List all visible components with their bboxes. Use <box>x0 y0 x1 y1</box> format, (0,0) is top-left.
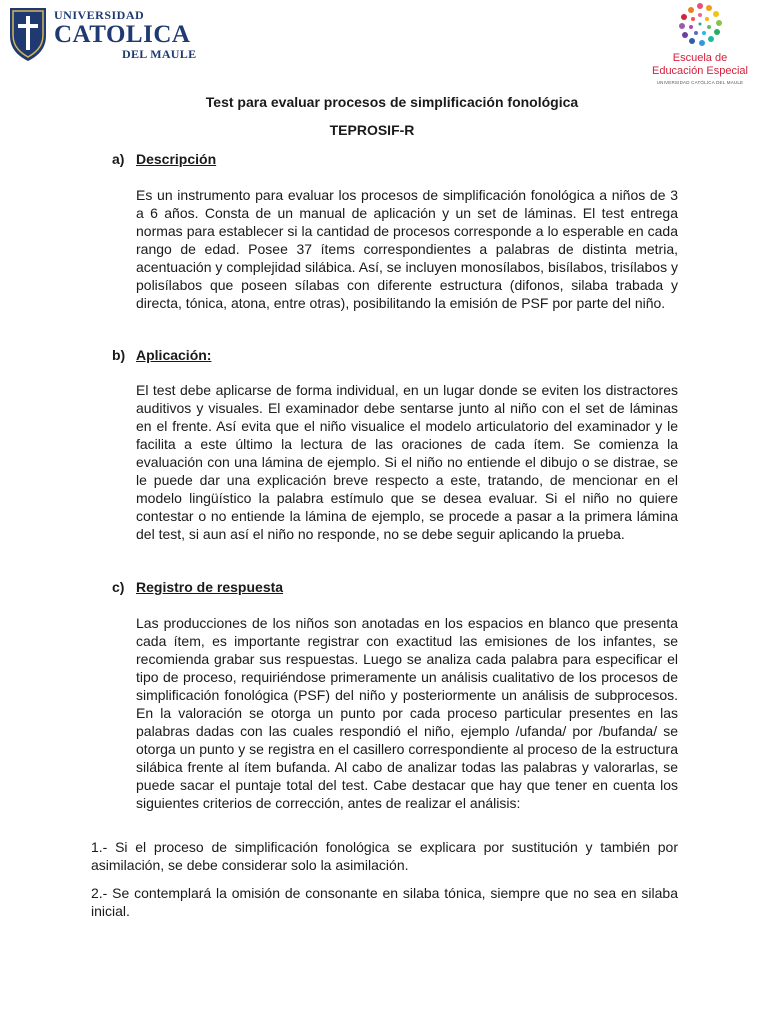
universidad-catolica-logo <box>8 6 218 64</box>
section-label: a) <box>112 151 125 167</box>
document-subtitle: TEPROSIF-R <box>329 122 415 138</box>
criterion-item-1: 1.- Si el proceso de simplificación fonológica se explicara por sustitución y también por asimilación, se debe considerar solo la asimilación. <box>91 839 678 873</box>
shield-cross-icon <box>8 6 48 62</box>
section-title: Aplicación: <box>136 347 212 363</box>
section-paragraph-registro: Las producciones de los niños son anotadas en los espacios en blanco que presenta cada ítem, es importante registrar con exactitud las emisiones de los infantes, se recomienda grabar sus respuestas. Luego se analiza cada palabra para especificar el tipo de proceso, requiriéndose primeramente un análisis cualitativo de los procesos de simplificación fonológica (PSF) del niño y posteriormente un análisis de subprocesos. En la valoración se otorga un punto por cada proceso particular presentes en las palabras dadas con las cuales respondió el niño, ejemplo /ufanda/ por /bufanda/ se otorga un punto y se registra en el casillero correspondiente al proceso de la estructura silábica frente al ítem bufanda. Al cabo de analizar todas las palabras y valorarlas, se puede sacar el puntaje total del test. Cabe destacar que hay que tener en cuenta los siguientes criterios de corrección, antes de realizar el análisis: <box>136 615 678 811</box>
logo-line-del-maule: DEL MAULE <box>122 47 197 61</box>
section-paragraph-descripcion: Es un instrumento para evaluar los procesos de simplificación fonológica a niños de 3 a 6 años. Consta de un manual de aplicación y un set de láminas. El test entrega normas para establecer si la cantidad de procesos corresponde a lo esperable en cada rango de edad. Posee 37 ítems correspondientes a palabras de distinta metria, acentuación y complejidad silábica. Así, se incluyen monosílabos, bisílabos, trisílabos y polisílabos que poseen sílabas con diferente estructura (difonos, silaba trabada y directa, tónica, atona, entre otras), posibilitando la emisión de PSF por parte del niño. <box>136 187 678 311</box>
section-paragraph-aplicacion: El test debe aplicarse de forma individual, en un lugar donde se eviten los distractores auditivos y visuales. El examinador debe sentarse junto al niño con el set de láminas en el frente. Así evita que el niño visualice el modelo articulatorio del examinador y le facilita a este último la lectura de las oraciones de cada ítem. Se comienza la evaluación con una lámina de ejemplo. Si el niño no entiende el dibujo o se distrae, se le puede dar una explicación breve respecto a este, tratando, de mencionar en el modelo lingüístico la palabra estímulo que se desea evaluar. Si el niño no quiere contestar o no entiende la lámina de ejemplo, se procede a pasar a la primera lámina del test, si aun así el niño no responde, no se debe seguir aplicando la prueba. <box>136 382 678 542</box>
logo-line-catolica: CATOLICA <box>54 21 191 48</box>
section-title: Descripción <box>136 151 217 167</box>
escuela-educacion-especial-logo <box>636 2 766 92</box>
logo-line-university: UNIVERSIDAD CATÓLICA DEL MAULE <box>656 80 744 85</box>
criterion-item-2: 2.- Se contemplará la omisión de consonante en silaba tónica, siempre que no sea en silaba inicial. <box>91 885 678 919</box>
section-heading-descripcion <box>112 151 216 167</box>
section-label: b) <box>112 347 126 363</box>
logo-line-universidad: UNIVERSIDAD <box>54 8 145 22</box>
section-heading-registro <box>112 579 283 595</box>
logo-line-escuela: Escuela de <box>672 52 728 64</box>
logo-line-educacion-especial: Educación Especial <box>651 65 748 77</box>
section-label: c) <box>112 579 125 595</box>
section-title: Registro de respuesta <box>136 579 284 595</box>
colored-dots-ring-icon <box>670 2 730 54</box>
document-title: Test para evaluar procesos de simplificación fonológica <box>205 94 579 110</box>
section-heading-aplicacion <box>112 347 211 363</box>
